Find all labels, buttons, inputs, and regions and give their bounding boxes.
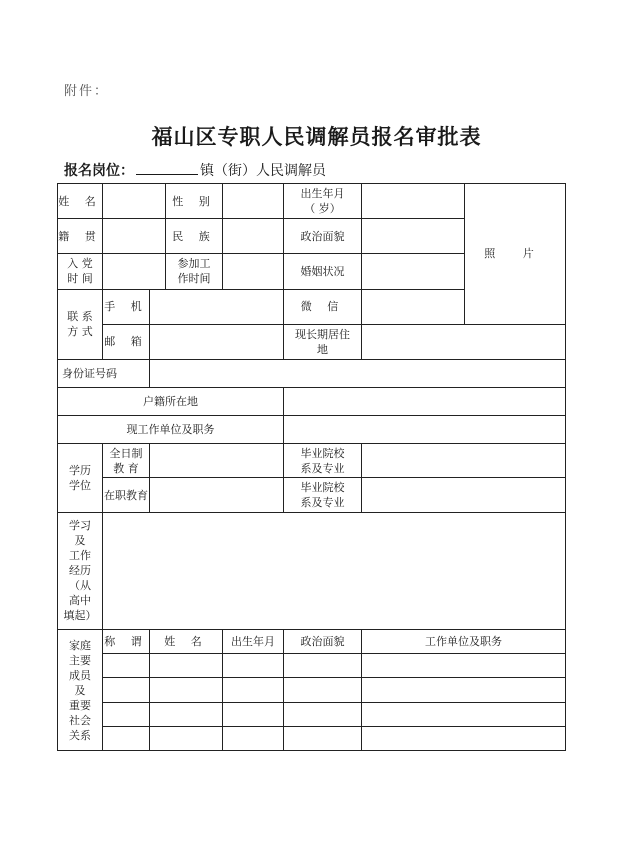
contact-line2: 方 式 <box>67 325 93 339</box>
col-name-header: 姓 名 <box>150 630 223 654</box>
inservice-label: 在职教育 <box>103 478 150 512</box>
family-cell[interactable] <box>284 702 362 726</box>
age-label: （ 岁） <box>304 202 341 216</box>
family-line: 重要 <box>69 698 91 712</box>
family-cell[interactable] <box>103 726 150 750</box>
family-line: 家庭 <box>69 638 91 652</box>
inservice-graduate-field[interactable] <box>362 478 566 512</box>
history-line: 高中 <box>69 594 91 608</box>
education-label <box>58 444 103 512</box>
family-cell[interactable] <box>284 654 362 678</box>
fulltime-graduate-label <box>284 444 362 478</box>
fulltime-field[interactable] <box>150 444 284 478</box>
family-cell[interactable] <box>362 678 566 702</box>
inservice-graduate-line2: 系及专业 <box>300 496 345 510</box>
marital-field[interactable] <box>362 254 465 289</box>
wechat-label: 微 信 <box>284 289 362 324</box>
fulltime-label <box>103 444 150 478</box>
family-label <box>58 630 103 751</box>
gender-field[interactable] <box>223 184 284 219</box>
inservice-graduate-label <box>284 478 362 512</box>
family-cell[interactable] <box>103 654 150 678</box>
birth-label-line1: 出生年月 <box>300 187 345 201</box>
political-field[interactable] <box>362 219 465 254</box>
ethnicity-label: 民 族 <box>166 219 223 254</box>
contact-line1: 联 系 <box>67 310 93 324</box>
email-field[interactable] <box>150 324 284 359</box>
party-date-line2: 时 间 <box>67 272 93 286</box>
history-line: 学习 <box>69 519 91 533</box>
history-field[interactable] <box>103 512 566 630</box>
mobile-field[interactable] <box>150 289 284 324</box>
family-cell[interactable] <box>362 654 566 678</box>
work-start-field[interactable] <box>223 254 284 289</box>
family-line: 及 <box>74 683 86 697</box>
family-cell[interactable] <box>284 726 362 750</box>
inservice-graduate-line1: 毕业院校 <box>300 481 345 495</box>
fulltime-graduate-line1: 毕业院校 <box>300 446 345 460</box>
family-cell[interactable] <box>362 726 566 750</box>
mobile-label: 手 机 <box>103 289 150 324</box>
history-line: 及 <box>74 534 86 548</box>
attachment-label: 附件： <box>64 84 110 99</box>
fulltime-graduate-field[interactable] <box>362 444 566 478</box>
fulltime-line2: 教 育 <box>113 461 139 475</box>
position-suffix: 镇（街）人民调解员 <box>200 163 326 179</box>
form-title: 福山区专职人民调解员报名审批表 <box>151 124 482 149</box>
party-date-label <box>58 254 103 289</box>
id-number-field[interactable] <box>150 359 566 387</box>
household-field[interactable] <box>284 388 566 416</box>
family-line: 社会 <box>69 713 91 727</box>
email-label: 邮 箱 <box>103 324 150 359</box>
family-line: 主要 <box>69 653 91 667</box>
fulltime-graduate-line2: 系及专业 <box>300 461 345 475</box>
history-line: 填起） <box>63 609 97 623</box>
political-label: 政治面貌 <box>284 219 362 254</box>
position-label: 报名岗位： <box>64 163 134 179</box>
family-line: 成员 <box>69 668 91 682</box>
education-line2: 学位 <box>69 478 91 492</box>
marital-label: 婚姻状况 <box>284 254 362 289</box>
name-field[interactable] <box>103 184 166 219</box>
position-line <box>64 160 326 180</box>
col-work-header: 工作单位及职务 <box>362 630 566 654</box>
work-start-line1: 参加工 <box>177 257 211 271</box>
family-cell[interactable] <box>150 726 223 750</box>
residence-field[interactable] <box>362 324 566 359</box>
family-cell[interactable] <box>103 702 150 726</box>
photo-box[interactable]: 照 片 <box>465 184 566 325</box>
history-line: 经历 <box>69 564 91 578</box>
family-cell[interactable] <box>150 678 223 702</box>
family-cell[interactable] <box>223 702 284 726</box>
application-form <box>57 183 565 751</box>
birth-label <box>284 184 362 219</box>
family-cell[interactable] <box>362 702 566 726</box>
family-cell[interactable] <box>223 726 284 750</box>
residence-line2: 地 <box>317 342 328 356</box>
education-line1: 学历 <box>69 463 91 477</box>
history-line: 工作 <box>69 549 91 563</box>
id-number-label: 身份证号码 <box>58 359 150 387</box>
family-cell[interactable] <box>103 678 150 702</box>
history-line: （从 <box>69 579 91 593</box>
family-cell[interactable] <box>223 678 284 702</box>
birth-field[interactable] <box>362 184 465 219</box>
family-cell[interactable] <box>284 678 362 702</box>
current-work-field[interactable] <box>284 416 566 444</box>
inservice-field[interactable] <box>150 478 284 512</box>
residence-label <box>284 324 362 359</box>
history-label <box>58 512 103 630</box>
fulltime-line1: 全日制 <box>109 446 143 460</box>
work-start-line2: 作时间 <box>177 272 211 286</box>
work-start-label <box>166 254 223 289</box>
origin-field[interactable] <box>103 219 166 254</box>
contact-label <box>58 289 103 359</box>
position-blank[interactable] <box>136 160 198 175</box>
family-line: 关系 <box>69 728 91 742</box>
party-date-line1: 入 党 <box>67 257 93 271</box>
family-cell[interactable] <box>223 654 284 678</box>
col-political-header: 政治面貌 <box>284 630 362 654</box>
family-cell[interactable] <box>150 702 223 726</box>
name-label: 姓 名 <box>58 184 103 219</box>
col-relation-header: 称 谓 <box>103 630 150 654</box>
household-label: 户籍所在地 <box>58 388 284 416</box>
family-cell[interactable] <box>150 654 223 678</box>
ethnicity-field[interactable] <box>223 219 284 254</box>
wechat-field[interactable] <box>362 289 465 324</box>
origin-label: 籍 贯 <box>58 219 103 254</box>
col-birth-header: 出生年月 <box>223 630 284 654</box>
party-date-field[interactable] <box>103 254 166 289</box>
form-table <box>57 183 566 751</box>
residence-line1: 现长期居住 <box>295 327 350 341</box>
current-work-label: 现工作单位及职务 <box>58 416 284 444</box>
gender-label: 性 别 <box>166 184 223 219</box>
